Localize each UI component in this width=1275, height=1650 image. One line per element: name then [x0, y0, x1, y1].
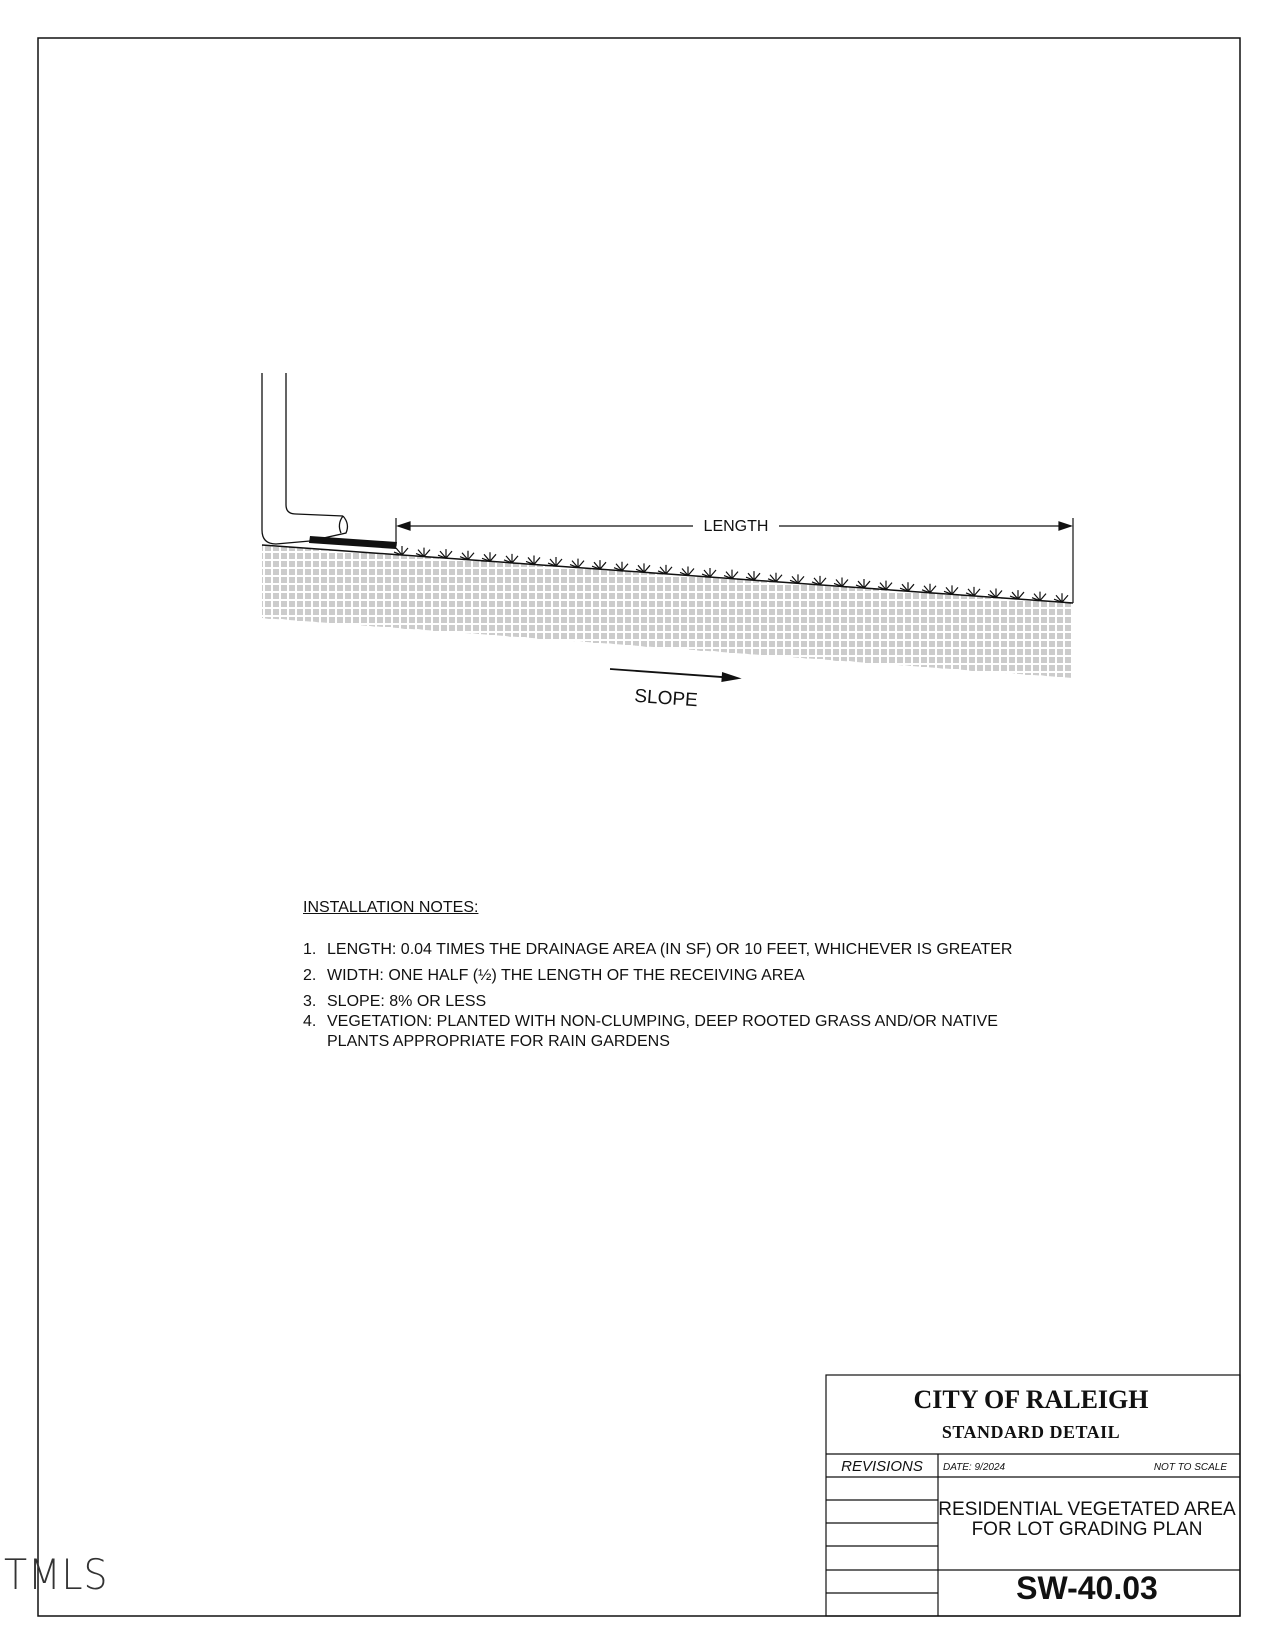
grass-tuft: [636, 563, 650, 572]
grass-tuft: [724, 570, 738, 579]
grass-tuft: [812, 576, 826, 585]
grass-tuft: [702, 568, 716, 577]
grass-tuft: [504, 554, 518, 563]
notes-title: INSTALLATION NOTES:: [303, 899, 479, 916]
note-number: 3.: [303, 993, 317, 1010]
grass-tuft: [438, 549, 452, 558]
grass-tuft: [966, 587, 980, 596]
detail-number: SW-40.03: [1016, 1570, 1158, 1606]
grass-tuft: [944, 585, 958, 594]
grass-tuft: [1010, 590, 1024, 599]
grass-tuft: [680, 566, 694, 575]
grass-tuft: [416, 548, 430, 557]
splash-pad: [309, 536, 397, 549]
title-block-city: CITY OF RALEIGH: [913, 1385, 1149, 1414]
revisions-label: REVISIONS: [841, 1458, 923, 1475]
watermark-logo: TMLS: [4, 1550, 109, 1599]
detail-title: [938, 1500, 1236, 1540]
note-text: SLOPE: 8% OR LESS: [327, 993, 487, 1010]
grass-tuft: [856, 579, 870, 588]
grass-tuft: [790, 574, 804, 583]
grass-tuft: [526, 555, 540, 564]
scale-label: NOT TO SCALE: [1153, 1462, 1227, 1473]
downspout: [262, 373, 347, 544]
soil-section: [262, 545, 1073, 678]
note-item: [303, 992, 1103, 1012]
grass-tuft: [658, 565, 672, 574]
detail-title-line2: FOR LOT GRADING PLAN: [971, 1519, 1203, 1540]
note-text: WIDTH: ONE HALF (½) THE LENGTH OF THE RECEIVING AREA: [327, 967, 805, 984]
detail-title-line1: RESIDENTIAL VEGETATED AREA: [938, 1499, 1236, 1520]
grass-tuft: [988, 588, 1002, 597]
note-item: [303, 1012, 1103, 1052]
note-text: LENGTH: 0.04 TIMES THE DRAINAGE AREA (IN SF) OR 10 FEET, WHICHEVER IS GREATER: [327, 941, 1013, 958]
date-label: DATE: 9/2024: [943, 1462, 1006, 1473]
grass-tuft: [922, 584, 936, 593]
slope-label: SLOPE: [633, 685, 699, 712]
grass-tuft: [592, 560, 606, 569]
grass-tuft: [900, 582, 914, 591]
grass-tuft: [1032, 592, 1046, 601]
note-number: 1.: [303, 941, 317, 958]
grass-tuft: [878, 581, 892, 590]
grass-tuft: [570, 559, 584, 568]
grass-tuft: [768, 573, 782, 582]
grass-tuft: [1054, 593, 1068, 602]
grass-tuft: [614, 562, 628, 571]
note-item: [303, 966, 1103, 986]
installation-notes: [303, 898, 1103, 1052]
length-label: LENGTH: [703, 518, 769, 535]
grass-tuft: [834, 577, 848, 586]
grass-tuft: [460, 551, 474, 560]
note-item: [303, 940, 1103, 960]
grass-tuft: [482, 552, 496, 561]
title-block-subtitle: STANDARD DETAIL: [941, 1422, 1121, 1442]
grass-tuft: [548, 557, 562, 566]
grass-tuft: [746, 571, 760, 580]
slope-arrow: [607, 664, 742, 714]
sheet-border: [38, 38, 1240, 1616]
note-text: VEGETATION: PLANTED WITH NON-CLUMPING, DEEP ROOTED GRASS AND/OR NATIVE PLANTS APPROPRIATE FOR RAIN GARDENS: [327, 1013, 998, 1050]
note-number: 2.: [303, 967, 317, 984]
note-number: 4.: [303, 1013, 317, 1030]
